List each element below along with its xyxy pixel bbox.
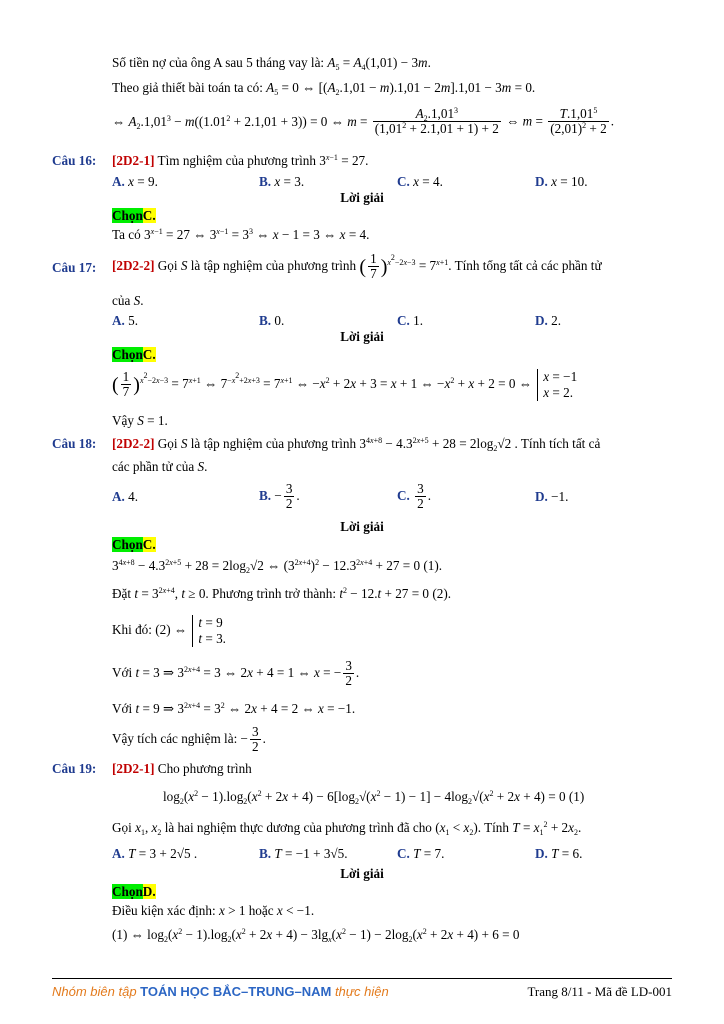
q18-option-a[interactable]: A. 4. bbox=[112, 489, 139, 504]
q16-option-c[interactable]: C. x = 4. bbox=[397, 174, 443, 189]
q18-option-c[interactable]: C. $\frac{3}{2}$ . bbox=[397, 481, 432, 512]
q19-work-1: (1) ⇔ $\log_2(x^2 - 1).\log_2(x^2 + 2x + 4) - 3\lg_x(x^2 - 1) - 2\log_2(x^2 + 2x + 4) + 6 = 0$ bbox=[112, 927, 520, 944]
q16-work: Ta có $3^{x-1} = 27$ ⇔ $3^{x-1} = 3^3$ ⇔ x − 1 = 3 ⇔ x = 4. bbox=[112, 227, 370, 242]
q19-stem: [2D2-1] Cho phương trình bbox=[112, 761, 252, 776]
q19-equation: $\log_2(x^2 - 1).\log_2(x^2 + 2x + 4) - 6[\log_2√(x^2 - 1) - 1] - 4\log_2√(x^2 + 2x + 4) = 0$ (1) bbox=[163, 789, 585, 806]
q16-label: Câu 16: bbox=[52, 153, 97, 168]
q17-conclusion: Vậy S = 1. bbox=[112, 413, 168, 428]
footer-divider bbox=[52, 978, 672, 979]
q19-solution-title: Lời giải bbox=[340, 866, 384, 881]
q17-option-b[interactable]: B. 0. bbox=[259, 313, 285, 328]
q16-solution-title: Lời giải bbox=[340, 190, 384, 205]
q16-stem: [2D2-1] Tìm nghiệm của phương trình $3^{x-1} = 27$. bbox=[112, 153, 369, 168]
q18-work-2: Đặt $t = 3^{2x+4}$, t ≥ 0. Phương trình trở thành: $t^2 - 12.t + 27 = 0$ (2). bbox=[112, 586, 452, 601]
intro-line-2: Theo giả thiết bài toán ta có: $A_5 = 0$ ⇔ $[(A_2.1,01 - m).1,01 - 2m].1,01 - 3m = 0$. bbox=[112, 80, 536, 97]
q18-work-5: Với t = 9 ⇒ $3^{2x+4} = 3^2$ ⇔ 2x + 4 = 2 ⇔ x = −1. bbox=[112, 701, 356, 716]
q16-chosen: ChọnC. bbox=[112, 208, 156, 223]
q18-label: Câu 18: bbox=[52, 436, 97, 451]
q17-chosen: ChọnC. bbox=[112, 347, 156, 362]
q17-stem-b: của S. bbox=[112, 293, 144, 308]
q18-work-6: Vậy tích các nghiệm là: − $\frac{3}{2}$ . bbox=[112, 724, 266, 755]
q18-stem: [2D2-2] Gọi S là tập nghiệm của phương trình $3^{4x+8} - 4.3^{2x+5} + 28 = 2\log_2√2$ . Tính tích tất cả bbox=[112, 436, 601, 453]
q19-condition: Điều kiện xác định: x > 1 hoặc x < −1. bbox=[112, 903, 315, 918]
q19-option-d[interactable]: D. T = 6. bbox=[535, 846, 583, 861]
q17-option-d[interactable]: D. 2. bbox=[535, 313, 562, 328]
page-number: Trang 8/11 - Mã đề LD-001 bbox=[527, 984, 672, 999]
q18-chosen: ChọnC. bbox=[112, 537, 156, 552]
q16-option-d[interactable]: D. x = 10. bbox=[535, 174, 588, 189]
q17-option-a[interactable]: A. 5. bbox=[112, 313, 139, 328]
q18-stem-b: các phần tử của S. bbox=[112, 459, 208, 474]
q18-work-1: $3^{4x+8} - 4.3^{2x+5} + 28 = 2\log_2√2$ ⇔ $(3^{2x+4})^2 - 12.3^{2x+4} + 27 = 0$ (1). bbox=[112, 558, 443, 575]
q17-stem: [2D2-2] Gọi S là tập nghiệm của phương trình ( $\frac{1}{7}$ )$^{x^2-2x-3} = 7^{x+1}$. Tính tổng tất cả các phần tử bbox=[112, 251, 602, 282]
q19-tag: [2D2-1] bbox=[112, 761, 155, 776]
intro-line-1: Số tiền nợ của ông A sau 5 tháng vay là: $A_5 = A_4(1,01) - 3m$. bbox=[112, 55, 431, 72]
footer-credit: Nhóm biên tập TOÁN HỌC BẮC–TRUNG–NAM thực hiện bbox=[52, 984, 389, 999]
q18-option-b[interactable]: B. − $\frac{3}{2}$ . bbox=[259, 481, 300, 512]
q18-work-3: Khi đó: (2) ⇔ t = 9 t = 3. bbox=[112, 614, 226, 646]
q17-tag: [2D2-2] bbox=[112, 258, 155, 273]
q18-tag: [2D2-2] bbox=[112, 436, 155, 451]
q16-option-a[interactable]: A. x = 9. bbox=[112, 174, 158, 189]
q19-option-b[interactable]: B. T = −1 + 3√5. bbox=[259, 846, 348, 861]
q18-work-4: Với t = 3 ⇒ $3^{2x+4} = 3$ ⇔ 2x + 4 = 1 ⇔ x = − $\frac{3}{2}$ . bbox=[112, 658, 360, 689]
q17-work: ( $\frac{1}{7}$ )$^{x^2-2x-3} = 7^{x+1}$ ⇔ $7^{-x^2+2x+3} = 7^{x+1}$ ⇔ $-x^2 + 2x + 3 = x + 1$ ⇔ $-x^2 + x + 2 = 0$ ⇔ x = −1 x = 2. bbox=[112, 368, 578, 400]
q18-solution-title: Lời giải bbox=[340, 519, 384, 534]
q17-solution-title: Lời giải bbox=[340, 329, 384, 344]
q16-tag: [2D2-1] bbox=[112, 153, 155, 168]
q19-label: Câu 19: bbox=[52, 761, 97, 776]
q17-label: Câu 17: bbox=[52, 260, 97, 275]
q19-option-c[interactable]: C. T = 7. bbox=[397, 846, 445, 861]
q16-option-b[interactable]: B. x = 3. bbox=[259, 174, 305, 189]
q18-option-d[interactable]: D. −1. bbox=[535, 489, 569, 504]
q19-given: Gọi $x_1$, $x_2$ là hai nghiệm thực dương của phương trình đã cho $(x_1 < x_2)$. Tính $T = x_1^2 + 2x_2$. bbox=[112, 820, 582, 837]
q19-chosen: ChọnD. bbox=[112, 884, 156, 899]
intro-line-3: ⇔ $A_2.1,01^3 - m((1.01^2 + 2.1,01 + 3)) = 0$ ⇔ m = $\frac{A_2.1,01^3}{(1,01^2 + 2.1,01 + 1) + 2}$ ⇔ m = $\frac{T.1,01^5}{(2,01)^2 + 2}$ . bbox=[112, 106, 615, 136]
q17-option-c[interactable]: C. 1. bbox=[397, 313, 424, 328]
q19-option-a[interactable]: A. T = 3 + 2√5 . bbox=[112, 846, 198, 861]
